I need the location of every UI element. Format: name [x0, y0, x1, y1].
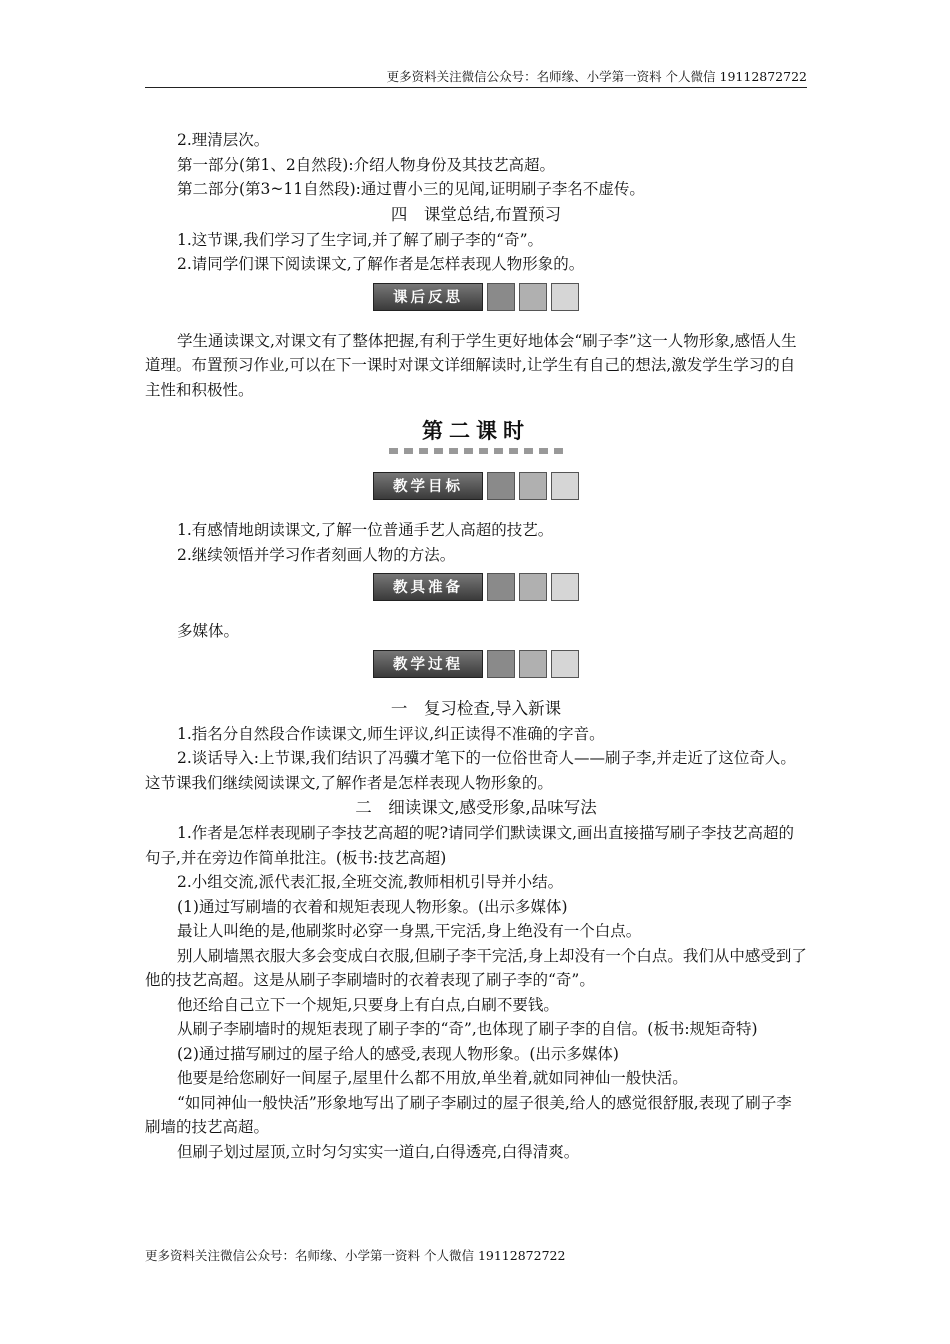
paragraph: 多媒体。: [177, 622, 240, 640]
banner-label: 教学目标: [373, 472, 483, 500]
banner-square: [551, 472, 579, 500]
paragraph: 他要是给您刷好一间屋子,屋里什么都不用放,单坐着,就如同神仙一般快活。: [177, 1069, 688, 1087]
banner-label: 课后反思: [373, 283, 483, 311]
banner-square: [487, 283, 515, 311]
lesson-title: 第二课时: [422, 419, 530, 443]
paragraph: 2.小组交流,派代表汇报,全班交流,教师相机引导并小结。: [177, 873, 564, 891]
page-content: [145, 128, 807, 1164]
page-header: 更多资料关注微信公众号：名师缘、小学第一资料 个人微信 19112872722: [145, 69, 807, 88]
lesson-heading: [145, 416, 807, 466]
paragraph: 2.继续领悟并学习作者刻画人物的方法。: [177, 545, 456, 564]
banner-label: 教具准备: [373, 573, 483, 601]
paragraph: 第二部分(第3~11自然段):通过曹小三的见闻,证明刷子李名不虚传。: [177, 180, 645, 198]
section-heading: 四 课堂总结,布置预习: [390, 204, 562, 224]
banner-square: [519, 472, 547, 500]
paragraph: “如同神仙一般快活”形象地写出了刷子李刷过的屋子很美,给人的感觉很舒服,表现了刷子李刷墙的技艺高超。: [145, 1093, 792, 1136]
banner-label: 教学过程: [373, 650, 483, 678]
banner-process: [145, 647, 807, 681]
paragraph: (2)通过描写刷过的屋子给人的感受,表现人物形象。(出示多媒体): [177, 1044, 619, 1063]
banner-square: [487, 472, 515, 500]
paragraph: 最让人叫绝的是,他刷浆时必穿一身黑,干完活,身上绝没有一个白点。: [177, 922, 642, 940]
paragraph: 第一部分(第1、2自然段):介绍人物身份及其技艺高超。: [177, 155, 556, 174]
paragraph: 2.请同学们课下阅读课文,了解作者是怎样表现人物形象的。: [177, 255, 585, 273]
paragraph: 但刷子划过屋顶,立时匀匀实实一道白,白得透亮,白得清爽。: [177, 1142, 580, 1161]
section-heading: 二 细读课文,感受形象,品味写法: [355, 798, 597, 817]
banner-square: [487, 650, 515, 678]
paragraph: 他还给自己立下一个规矩,只要身上有白点,白刷不要钱。: [177, 995, 559, 1014]
banner-square: [551, 650, 579, 678]
banner-goals: [145, 469, 807, 503]
paragraph: 从刷子李刷墙时的规矩表现了刷子李的“奇”,也体现了刷子李的自信。(板书:规矩奇特): [177, 1020, 758, 1038]
paragraph: 1.这节课,我们学习了生字词,并了解了刷子李的“奇”。: [177, 230, 543, 249]
banner-square: [487, 573, 515, 601]
page-footer: 更多资料关注微信公众号：名师缘、小学第一资料 个人微信 19112872722: [145, 1248, 566, 1263]
paragraph: 别人刷墙黑衣服大多会变成白衣服,但刷子李干完活,身上却没有一个白点。我们从中感受到了他的技艺高超。这是从刷子李刷墙时的衣着表现了刷子李的“奇”。: [145, 946, 807, 989]
paragraph: 1.作者是怎样表现刷子李技艺高超的呢?请同学们默读课文,画出直接描写刷子李技艺高超的句子,并在旁边作简单批注。(板书:技艺高超): [145, 824, 795, 867]
decorative-dots: [145, 448, 807, 454]
paragraph: 1.有感情地朗读课文,了解一位普通手艺人高超的技艺。: [177, 521, 554, 539]
banner-square: [519, 650, 547, 678]
paragraph: (1)通过写刷墙的衣着和规矩表现人物形象。(出示多媒体): [177, 897, 568, 916]
paragraph: 2.理清层次。: [177, 131, 270, 149]
paragraph: 学生通读课文,对课文有了整体把握,有利于学生更好地体会“刷子李”这一人物形象,感悟人生道理。布置预习作业,可以在下一课时对课文详细解读时,让学生有自己的想法,激发学生学习的自主性和积极性。: [145, 331, 797, 399]
paragraph: 1.指名分自然段合作读课文,师生评议,纠正读得不准确的字音。: [177, 724, 605, 743]
banner-square: [551, 283, 579, 311]
section-heading: 一 复习检查,导入新课: [390, 698, 562, 718]
banner-reflection: [145, 280, 807, 314]
banner-square: [519, 573, 547, 601]
banner-tools: [145, 570, 807, 604]
banner-square: [519, 283, 547, 311]
banner-square: [551, 573, 579, 601]
paragraph: 2.谈话导入:上节课,我们结识了冯骥才笔下的一位俗世奇人——刷子李,并走近了这位奇人。这节课我们继续阅读课文,了解作者是怎样表现人物形象的。: [145, 749, 796, 792]
